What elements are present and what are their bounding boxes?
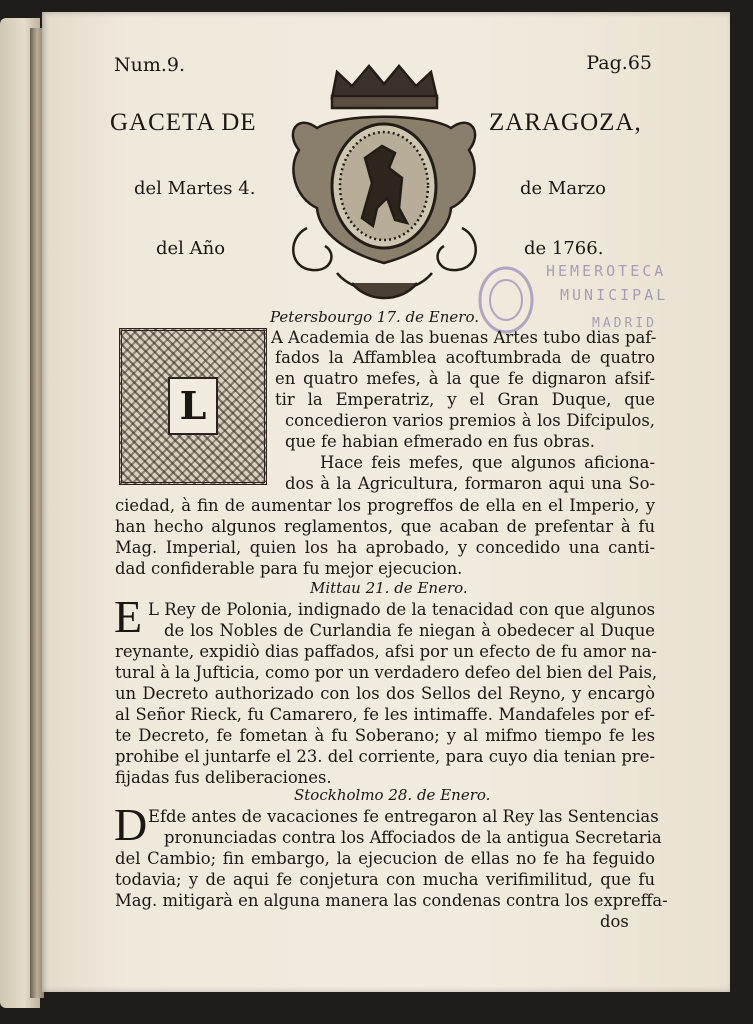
text-line: Hace feis mefes, que algunos aficiona-	[320, 453, 655, 472]
title-right: ZARAGOZA,	[489, 109, 642, 136]
text-line: un Decreto authorizado con los dos Sellos del Reyno, y encargò	[115, 684, 655, 703]
text-line: dad confiderable para fu mejor ejecucion.	[115, 559, 463, 578]
dateline-stockholm: Stockholmo 28. de Enero.	[294, 786, 491, 804]
date-weekday: del Martes 4.	[134, 178, 256, 199]
text-line: te Decreto, fe fometan à fu Soberano; y al mifmo tiempo fe les	[115, 726, 655, 745]
stamp-line-2: MUNICIPAL	[560, 286, 669, 304]
text-line: ciedad, à fin de aumentar los progreffos de ella en el Imperio, y	[115, 496, 655, 515]
coat-of-arms-emblem	[277, 58, 492, 303]
text-line: tural à la Jufticia, como por un verdadero defeo del bien del Pais,	[115, 663, 658, 682]
ornamental-initial-frame	[119, 328, 267, 485]
dateline-petersburg: Petersbourgo 17. de Enero.	[270, 308, 479, 326]
ornamental-initial: L	[168, 377, 218, 435]
text-line: fijadas fus deliberaciones.	[115, 768, 332, 787]
date-year-label: del Año	[156, 238, 226, 259]
text-line: de los Nobles de Curlandia fe niegan à obedecer al Duque	[164, 621, 655, 640]
dropcap-e: E	[114, 591, 143, 642]
title-left: GACETA DE	[110, 109, 257, 136]
stamp-line-1: HEMEROTECA	[546, 262, 667, 280]
text-line: dos à la Agricultura, formaron aqui una So-	[285, 474, 655, 493]
gazette-page	[42, 12, 730, 992]
text-line: reynante, expidiò dias paffados, afsi por un efecto de fu amor na-	[115, 642, 657, 661]
stamp-line-3: MADRID	[592, 316, 657, 331]
date-month: de Marzo	[520, 178, 606, 199]
text-line: tir la Emperatriz, y el Gran Duque, que	[275, 390, 655, 409]
text-line: Efde antes de vacaciones fe entregaron al Rey las Sentencias	[148, 807, 659, 826]
text-line: al Señor Rieck, fu Camarero, fe les intimaffe. Mandafeles por ef-	[115, 705, 655, 724]
text-line: han hecho algunos reglamentos, que acaban de prefentar à fu	[115, 517, 655, 536]
text-line: que fe habian efmerado en fus obras.	[285, 432, 596, 451]
date-year: de 1766.	[524, 238, 604, 259]
text-line: pronunciadas contra los Affociados de la antigua Secretaria	[164, 828, 662, 847]
text-line: en quatro mefes, à la que fe dignaron afsif-	[275, 369, 655, 388]
catchword: dos	[600, 912, 629, 931]
issue-number: Num.9.	[114, 54, 186, 76]
text-line: del Cambio; fin embargo, la ejecucion de ellas no fe ha feguido	[115, 849, 655, 868]
dropcap-d: D	[114, 799, 148, 850]
text-line: L Rey de Polonia, indignado de la tenacidad con que algunos	[148, 600, 655, 619]
text-line: todavia; y de aqui fe conjetura con mucha verifimilitud, que fu	[115, 870, 655, 889]
text-line: fados la Affamblea acoftumbrada de quatro	[275, 348, 655, 367]
text-line: Mag. Imperial, quien los ha aprobado, y concedido una canti-	[115, 538, 655, 557]
text-line: A Academia de las buenas Artes tubo dias paf-	[271, 328, 657, 347]
page-number: Pag.65	[586, 52, 652, 74]
text-line: concedieron varios premios à los Difcipulos,	[285, 411, 655, 430]
dateline-mittau: Mittau 21. de Enero.	[310, 579, 468, 597]
text-line: Mag. mitigarà en alguna manera las condenas contra los expreffa-	[115, 891, 668, 910]
text-line: prohibe el juntarfe el 23. del corriente, para cuyo dia tenian pre-	[115, 747, 655, 766]
